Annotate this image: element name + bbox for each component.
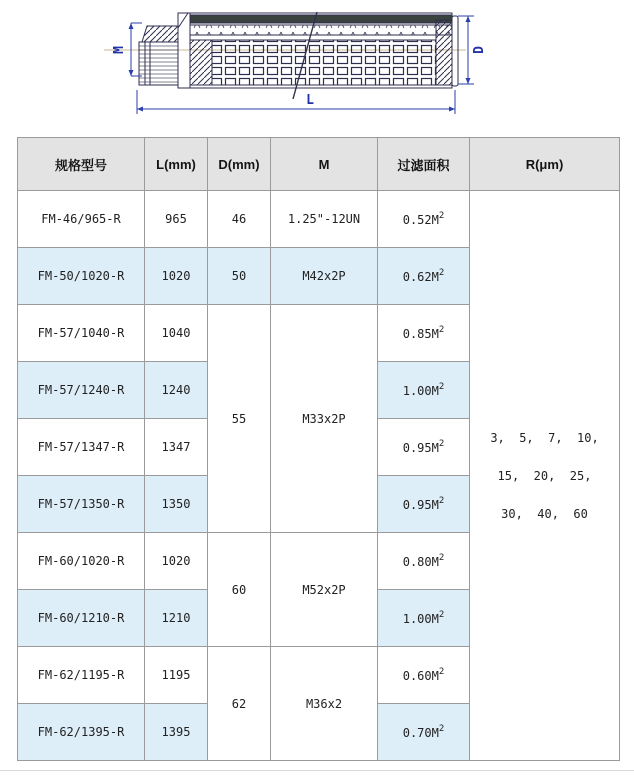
header-cell-model: 规格型号	[18, 138, 145, 191]
bottom-divider	[0, 770, 634, 771]
area-cell	[378, 476, 470, 533]
model-cell: FM-50/1020-R	[18, 248, 145, 305]
area-cell	[378, 305, 470, 362]
area-value: 0.85M	[402, 326, 439, 341]
area-value: 0.52M	[402, 212, 439, 227]
filter-drawing-svg	[0, 0, 634, 132]
area-value: 0.80M	[402, 554, 439, 569]
thread-cell: M33x2P	[271, 305, 378, 533]
area-value: 0.95M	[402, 497, 439, 512]
header-cell-filter-area: 过滤面积	[378, 138, 470, 191]
area-superscript: 2	[438, 324, 445, 335]
thread-cell: 1.25"-12UN	[271, 191, 378, 248]
length-cell: 1395	[145, 704, 208, 761]
length-cell: 1040	[145, 305, 208, 362]
area-cell	[378, 419, 470, 476]
header-cell-length: L(mm)	[145, 138, 208, 191]
length-cell: 965	[145, 191, 208, 248]
thread-cell: M36x2	[271, 647, 378, 761]
area-cell	[378, 191, 470, 248]
length-cell: 1350	[145, 476, 208, 533]
diameter-cell: 50	[208, 248, 271, 305]
model-cell: FM-57/1347-R	[18, 419, 145, 476]
area-cell	[378, 647, 470, 704]
area-superscript: 2	[438, 495, 445, 506]
dim-label-l: L	[306, 93, 314, 108]
filter-technical-drawing	[0, 0, 634, 132]
area-superscript: 2	[438, 381, 445, 392]
model-cell: FM-57/1240-R	[18, 362, 145, 419]
filter-body	[190, 13, 458, 88]
length-cell: 1240	[145, 362, 208, 419]
area-cell	[378, 248, 470, 305]
diameter-cell: 46	[208, 191, 271, 248]
header-cell-thread: M	[271, 138, 378, 191]
micron-cell	[470, 191, 620, 761]
area-superscript: 2	[438, 210, 445, 221]
area-cell	[378, 362, 470, 419]
length-cell: 1020	[145, 533, 208, 590]
micron-line: 30, 40, 60	[501, 506, 588, 521]
length-cell: 1210	[145, 590, 208, 647]
area-value: 1.00M	[402, 611, 439, 626]
model-cell: FM-57/1350-R	[18, 476, 145, 533]
model-cell: FM-57/1040-R	[18, 305, 145, 362]
dimension-l	[137, 90, 455, 114]
dim-label-m: M	[112, 46, 127, 54]
model-cell: FM-46/965-R	[18, 191, 145, 248]
micron-line: 15, 20, 25,	[497, 468, 592, 483]
model-cell: FM-62/1195-R	[18, 647, 145, 704]
table-row	[18, 191, 620, 248]
diameter-cell: 60	[208, 533, 271, 647]
model-cell: FM-60/1020-R	[18, 533, 145, 590]
area-cell	[378, 704, 470, 761]
thread-cell: M42x2P	[271, 248, 378, 305]
micron-line: 3, 5, 7, 10,	[490, 430, 599, 445]
area-cell	[378, 590, 470, 647]
area-value: 0.60M	[402, 668, 439, 683]
area-superscript: 2	[438, 552, 445, 563]
dim-label-d: D	[472, 46, 487, 54]
area-superscript: 2	[438, 666, 445, 677]
diameter-cell: 55	[208, 305, 271, 533]
area-superscript: 2	[438, 609, 445, 620]
model-cell: FM-62/1395-R	[18, 704, 145, 761]
area-superscript: 2	[438, 723, 445, 734]
area-value: 0.95M	[402, 440, 439, 455]
diameter-cell: 62	[208, 647, 271, 761]
area-superscript: 2	[438, 438, 445, 449]
area-value: 1.00M	[402, 383, 439, 398]
length-cell: 1347	[145, 419, 208, 476]
header-row	[18, 138, 620, 191]
area-value: 0.62M	[402, 269, 439, 284]
spec-table	[17, 137, 620, 761]
area-superscript: 2	[438, 267, 445, 278]
header-cell-micron-rating: R(μm)	[470, 138, 620, 191]
length-cell: 1020	[145, 248, 208, 305]
thread-cell: M52x2P	[271, 533, 378, 647]
header-cell-diameter: D(mm)	[208, 138, 271, 191]
length-cell: 1195	[145, 647, 208, 704]
model-cell: FM-60/1210-R	[18, 590, 145, 647]
area-cell	[378, 533, 470, 590]
area-value: 0.70M	[402, 725, 439, 740]
